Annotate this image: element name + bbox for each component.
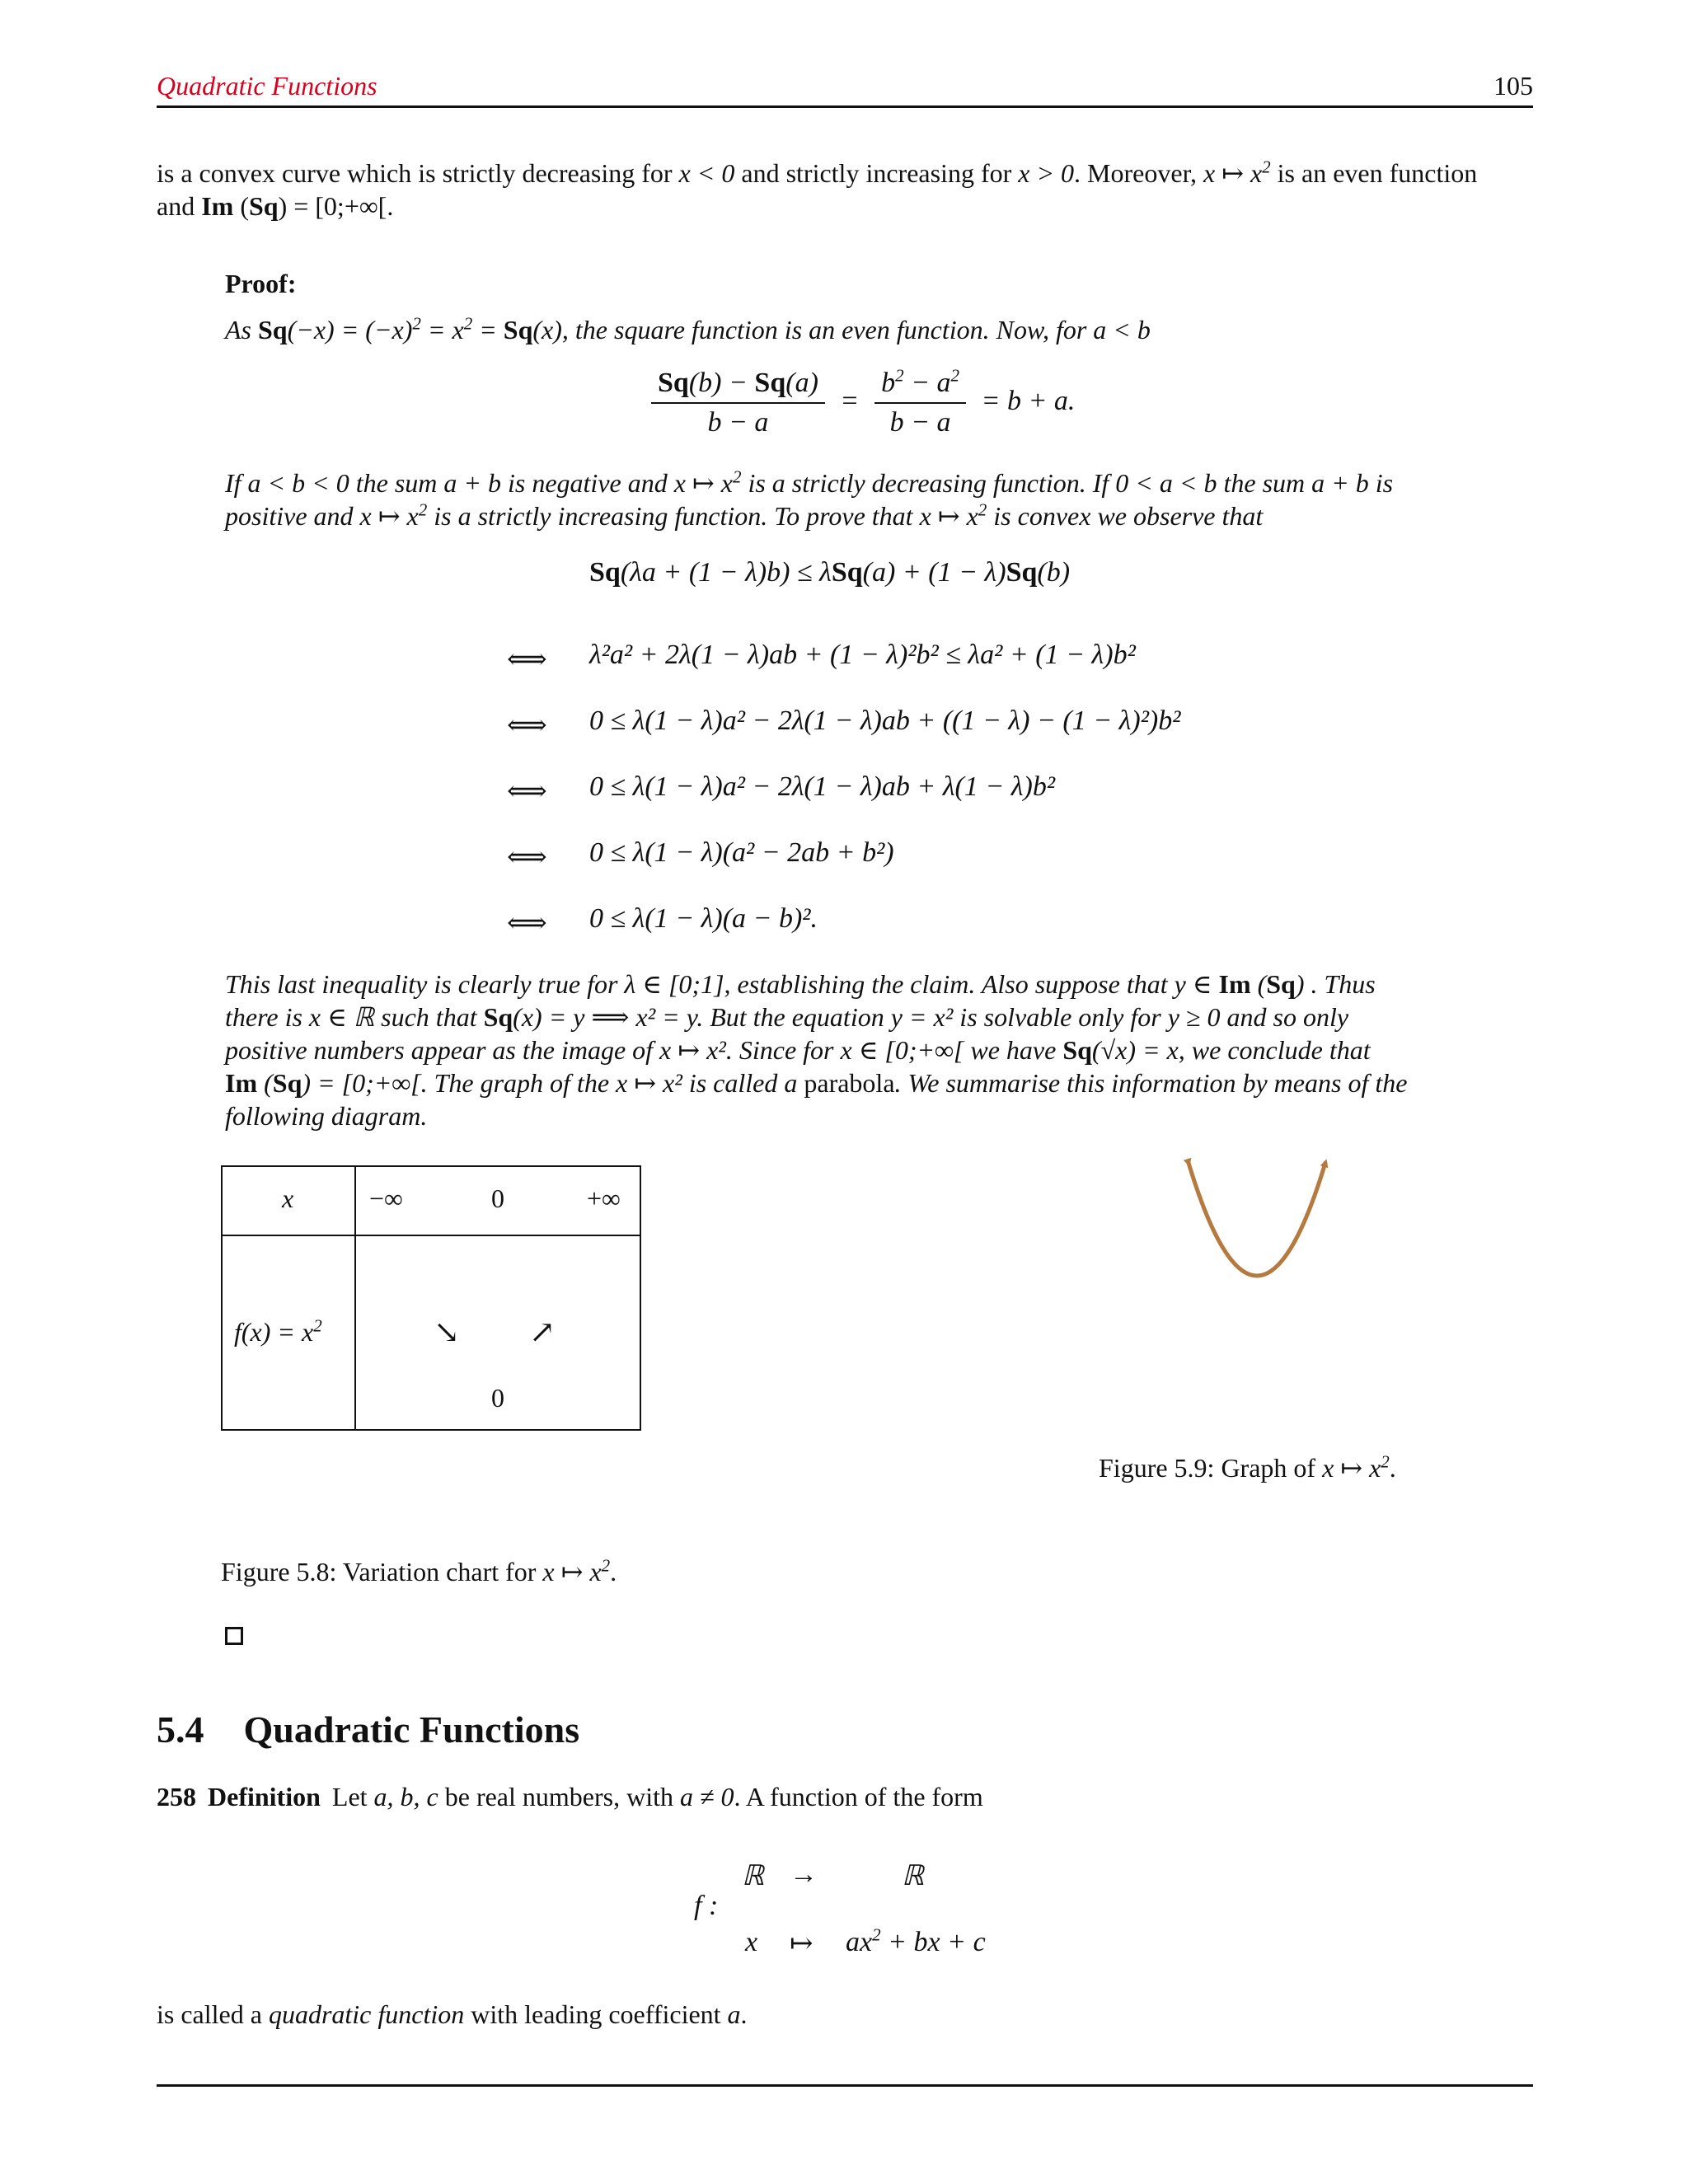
definition-258: 258 Definition Let a, b, c be real numbers, with a ≠ 0. A function of the form bbox=[157, 1782, 983, 1811]
vt-decreasing-arrow: ↘ bbox=[434, 1315, 460, 1350]
vt-min-value: 0 bbox=[491, 1383, 504, 1413]
chain-step-4: 0 ≤ λ(1 − λ)(a² − 2ab + b²) bbox=[589, 837, 894, 868]
iff-symbol: ⟺ bbox=[507, 776, 547, 807]
vt-neg-inf: −∞ bbox=[369, 1183, 403, 1213]
map-arrow: → bbox=[790, 1859, 818, 1890]
chain-step-2: 0 ≤ λ(1 − λ)a² − 2λ(1 − λ)ab + ((1 − λ) − (1 − λ)²)b² bbox=[589, 705, 1181, 736]
iff-symbol: ⟺ bbox=[507, 644, 547, 675]
vt-increasing-arrow: ↗ bbox=[529, 1315, 556, 1350]
proof-line-1: As $Sq(-x) = (-x)^2 = x^2 = Sq(x)$, the square function is an even function. Now, for a < b bbox=[225, 313, 1151, 344]
proof-heading: Proof: bbox=[225, 269, 297, 298]
running-header-title: Quadratic Functions bbox=[157, 71, 377, 101]
chain-step-1: λ²a² + 2λ(1 − λ)ab + (1 − λ)²b² ≤ λa² + (1 − λ)b² bbox=[589, 640, 1136, 670]
page-number: 105 bbox=[1493, 71, 1533, 101]
footer-rule bbox=[157, 2084, 1533, 2087]
map-variable: x bbox=[745, 1927, 758, 1957]
codomain-symbol: ℝ bbox=[902, 1861, 924, 1891]
iff-symbol: ⟺ bbox=[507, 842, 547, 873]
convexity-inequality: Sq(λa + (1 − λ)b) ≤ λSq(a) + (1 − λ)Sq(b) bbox=[589, 557, 1071, 588]
chain-step-5: 0 ≤ λ(1 − λ)(a − b)². bbox=[589, 903, 818, 934]
vt-f-label: $f(x) = x^2$ bbox=[234, 1315, 322, 1347]
parabola-graph bbox=[1170, 1141, 1352, 1315]
figure-5-8-caption: Figure 5.8: Variation chart for x ↦ $x^2$. bbox=[221, 1555, 617, 1586]
parabola-curve bbox=[1189, 1163, 1325, 1276]
fraction-1: $\frac{Sq(b) - Sq(a)}{b - a}$ bbox=[651, 368, 825, 438]
proof-paragraph-2: If a < b < 0 the sum a + b is negative and x ↦ $x^2$ is a strictly decreasing function. If 0 < a < b the sum a + b is positive and x ↦ $x^2$ is a strictly increasing function. To prove that x ↦ $x^2$ is convex we observe that bbox=[225, 466, 1394, 531]
domain-symbol: ℝ bbox=[742, 1861, 764, 1891]
figure-5-9-caption: Figure 5.9: Graph of x ↦ $x^2$. bbox=[1099, 1451, 1396, 1483]
mapsto-arrow: ↦ bbox=[790, 1929, 814, 1959]
variation-table bbox=[221, 1165, 641, 1431]
difference-quotient-equation: $\frac{Sq(b) - Sq(a)}{b - a}$ = $\frac{b^2 - a^2}{b - a}$ = b + a. bbox=[651, 368, 1075, 438]
intro-paragraph bbox=[157, 157, 1533, 223]
vt-pos-inf: +∞ bbox=[587, 1183, 621, 1213]
section-heading: 5.4 Quadratic Functions bbox=[157, 1708, 580, 1750]
header-rule bbox=[157, 105, 1533, 108]
function-f-label: f : bbox=[694, 1891, 719, 1921]
qed-box bbox=[225, 1627, 243, 1645]
chain-step-3: 0 ≤ λ(1 − λ)a² − 2λ(1 − λ)ab + λ(1 − λ)b² bbox=[589, 771, 1056, 802]
definition-closing: is called a quadratic function with leading coefficient a. bbox=[157, 1999, 748, 2029]
iff-symbol: ⟺ bbox=[507, 710, 547, 741]
vt-x-label: x bbox=[282, 1183, 294, 1213]
quadratic-rule: $ax^2$ + bx + c bbox=[846, 1924, 986, 1957]
intro-line-1: is a convex curve which is strictly decreasing for x < 0 and strictly increasing for x > 0. Moreover, x ↦ $x^2$ is an even function bbox=[157, 157, 1478, 188]
fraction-2: $\frac{b^2 - a^2}{b - a}$ bbox=[874, 368, 966, 438]
vt-zero: 0 bbox=[491, 1183, 504, 1213]
proof-paragraph-3: This last inequality is clearly true for λ ∈ [0;1], establishing the claim. Also suppose that y ∈ Im (Sq) . Thus there is x ∈ ℝ such that Sq(x) = y ⟹ x² = y. But the equation y = x² is solvable only for y ≥ 0 and so only positive numbers appear as the image of x ↦ x². Since for x ∈ [0;+∞[ we have Sq(√x) = x, we conclude that Im (Sq) = [0;+∞[. The graph of the x ↦ x² is called a parabola. We summarise this information by means of the following diagram. bbox=[225, 969, 1408, 1131]
intro-line-2: and Im (Sq) = [0;+∞[. bbox=[157, 191, 394, 221]
iff-symbol: ⟺ bbox=[507, 908, 547, 939]
